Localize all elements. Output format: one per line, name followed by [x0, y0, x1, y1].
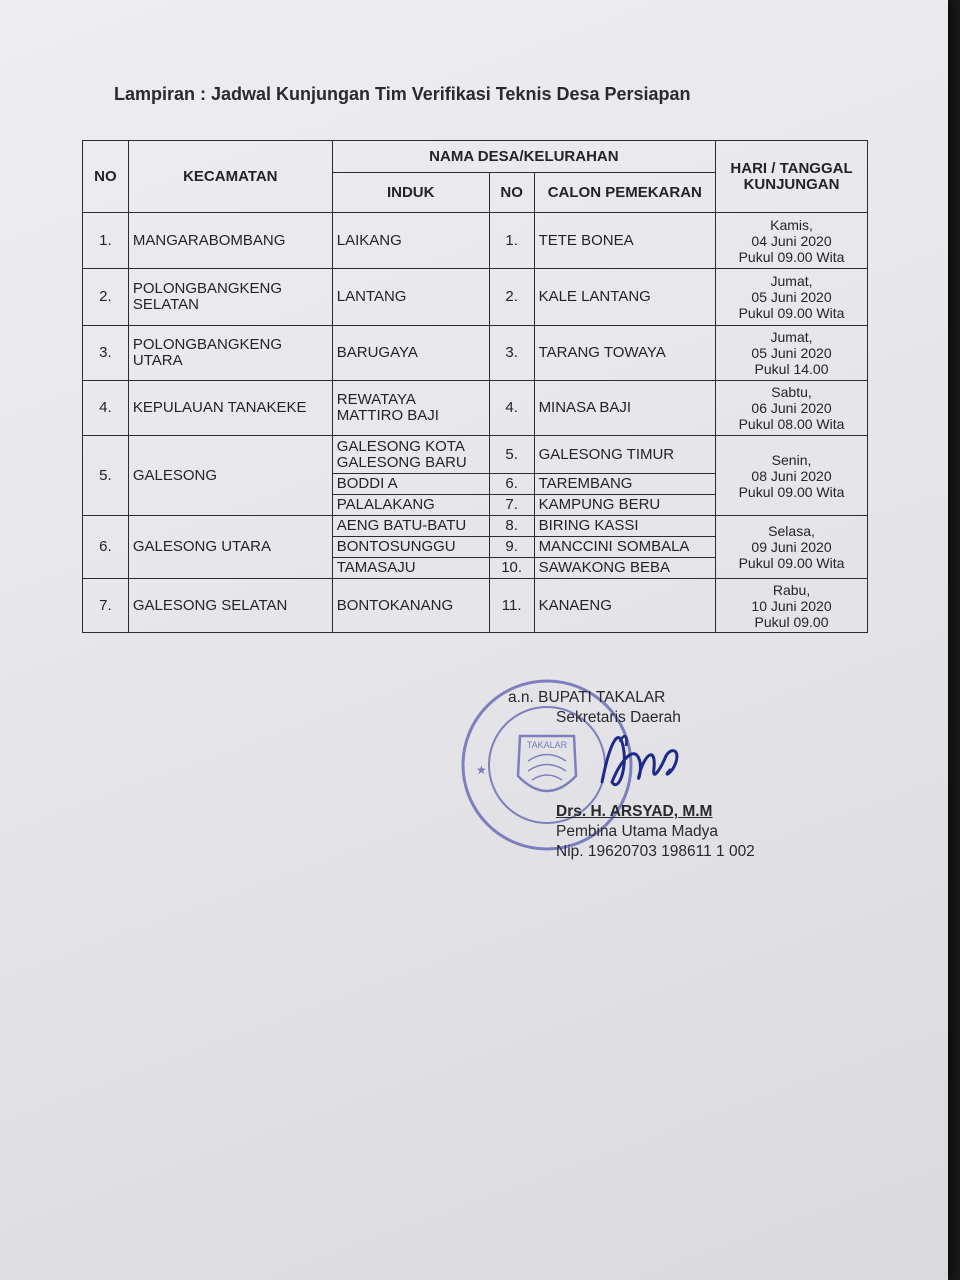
- row-induk: BARUGAYA: [332, 326, 489, 381]
- row-calon: TARANG TOWAYA: [534, 326, 715, 381]
- table-row: [83, 381, 868, 436]
- table-row: [83, 269, 868, 326]
- row-kecamatan: GALESONG UTARA: [128, 516, 332, 579]
- row-kecamatan: POLONGBANGKENG SELATAN: [128, 269, 332, 326]
- row-induk: GALESONG KOTA GALESONG BARU: [332, 436, 489, 474]
- row-hari: Jumat, 05 Juni 2020 Pukul 09.00 Wita: [716, 269, 868, 326]
- table-row: [83, 213, 868, 269]
- table-row: [83, 436, 868, 474]
- document-title: Lampiran : Jadwal Kunjungan Tim Verifikasi Teknis Desa Persiapan: [114, 84, 691, 104]
- row-induk: BODDI A: [332, 474, 489, 495]
- row-no: 4.: [83, 381, 129, 436]
- row-kecamatan: GALESONG SELATAN: [128, 579, 332, 633]
- row-calon: SAWAKONG BEBA: [534, 558, 715, 579]
- row-no2: 1.: [489, 213, 534, 269]
- header-no: NO: [83, 141, 129, 213]
- row-calon: KALE LANTANG: [534, 269, 715, 326]
- row-no2: 6.: [489, 474, 534, 495]
- row-calon: TAREMBANG: [534, 474, 715, 495]
- signatory-rank: Pembina Utama Madya: [556, 823, 718, 840]
- row-hari: Rabu, 10 Juni 2020 Pukul 09.00: [716, 579, 868, 633]
- row-hari: Selasa, 09 Juni 2020 Pukul 09.00 Wita: [716, 516, 868, 579]
- row-hari: Sabtu, 06 Juni 2020 Pukul 08.00 Wita: [716, 381, 868, 436]
- header-hari-tanggal: HARI / TANGGAL KUNJUNGAN: [716, 141, 868, 213]
- header-induk: INDUK: [332, 173, 489, 213]
- row-no: 1.: [83, 213, 129, 269]
- row-induk: LAIKANG: [332, 213, 489, 269]
- row-no2: 5.: [489, 436, 534, 474]
- row-no2: 11.: [489, 579, 534, 633]
- header-no2: NO: [489, 173, 534, 213]
- header-calon: CALON PEMEKARAN: [534, 173, 715, 213]
- row-hari: Senin, 08 Juni 2020 Pukul 09.00 Wita: [716, 436, 868, 516]
- row-induk: LANTANG: [332, 269, 489, 326]
- svg-text:★: ★: [476, 763, 487, 777]
- table-row: [83, 579, 868, 633]
- row-hari: Kamis, 04 Juni 2020 Pukul 09.00 Wita: [716, 213, 868, 269]
- row-no: 6.: [83, 516, 129, 579]
- row-no2: 8.: [489, 516, 534, 537]
- row-induk: REWATAYA MATTIRO BAJI: [332, 381, 489, 436]
- row-no2: 3.: [489, 326, 534, 381]
- row-no2: 4.: [489, 381, 534, 436]
- signatory-nip: Nip. 19620703 198611 1 002: [556, 843, 755, 860]
- row-kecamatan: MANGARABOMBANG: [128, 213, 332, 269]
- header-nama-desa: NAMA DESA/KELURAHAN: [332, 141, 715, 173]
- svg-text:TAKALAR: TAKALAR: [526, 740, 568, 750]
- row-calon: MANCCINI SOMBALA: [534, 537, 715, 558]
- row-calon: BIRING KASSI: [534, 516, 715, 537]
- header-kecamatan: KECAMATAN: [128, 141, 332, 213]
- row-no: 2.: [83, 269, 129, 326]
- row-kecamatan: GALESONG: [128, 436, 332, 516]
- row-induk: PALALAKANG: [332, 495, 489, 516]
- row-calon: TETE BONEA: [534, 213, 715, 269]
- row-calon: GALESONG TIMUR: [534, 436, 715, 474]
- row-kecamatan: KEPULAUAN TANAKEKE: [128, 381, 332, 436]
- signatory-name: Drs. H. ARSYAD, M.M: [556, 803, 713, 820]
- table-row: [83, 516, 868, 537]
- row-no2: 7.: [489, 495, 534, 516]
- row-calon: KAMPUNG BERU: [534, 495, 715, 516]
- row-calon: MINASA BAJI: [534, 381, 715, 436]
- row-calon: KANAENG: [534, 579, 715, 633]
- row-no2: 2.: [489, 269, 534, 326]
- signature-line-an: a.n. BUPATI TAKALAR: [508, 689, 666, 706]
- row-no: 5.: [83, 436, 129, 516]
- row-induk: TAMASAJU: [332, 558, 489, 579]
- row-induk: AENG BATU-BATU: [332, 516, 489, 537]
- signature-block: [508, 688, 755, 862]
- table-row: [83, 326, 868, 381]
- row-no: 7.: [83, 579, 129, 633]
- row-no2: 9.: [489, 537, 534, 558]
- row-induk: BONTOKANANG: [332, 579, 489, 633]
- signature-line-sekda: Sekretaris Daerah: [556, 709, 681, 726]
- row-no: 3.: [83, 326, 129, 381]
- row-no2: 10.: [489, 558, 534, 579]
- schedule-table: [82, 140, 868, 633]
- row-induk: BONTOSUNGGU: [332, 537, 489, 558]
- row-hari: Jumat, 05 Juni 2020 Pukul 14.00: [716, 326, 868, 381]
- row-kecamatan: POLONGBANGKENG UTARA: [128, 326, 332, 381]
